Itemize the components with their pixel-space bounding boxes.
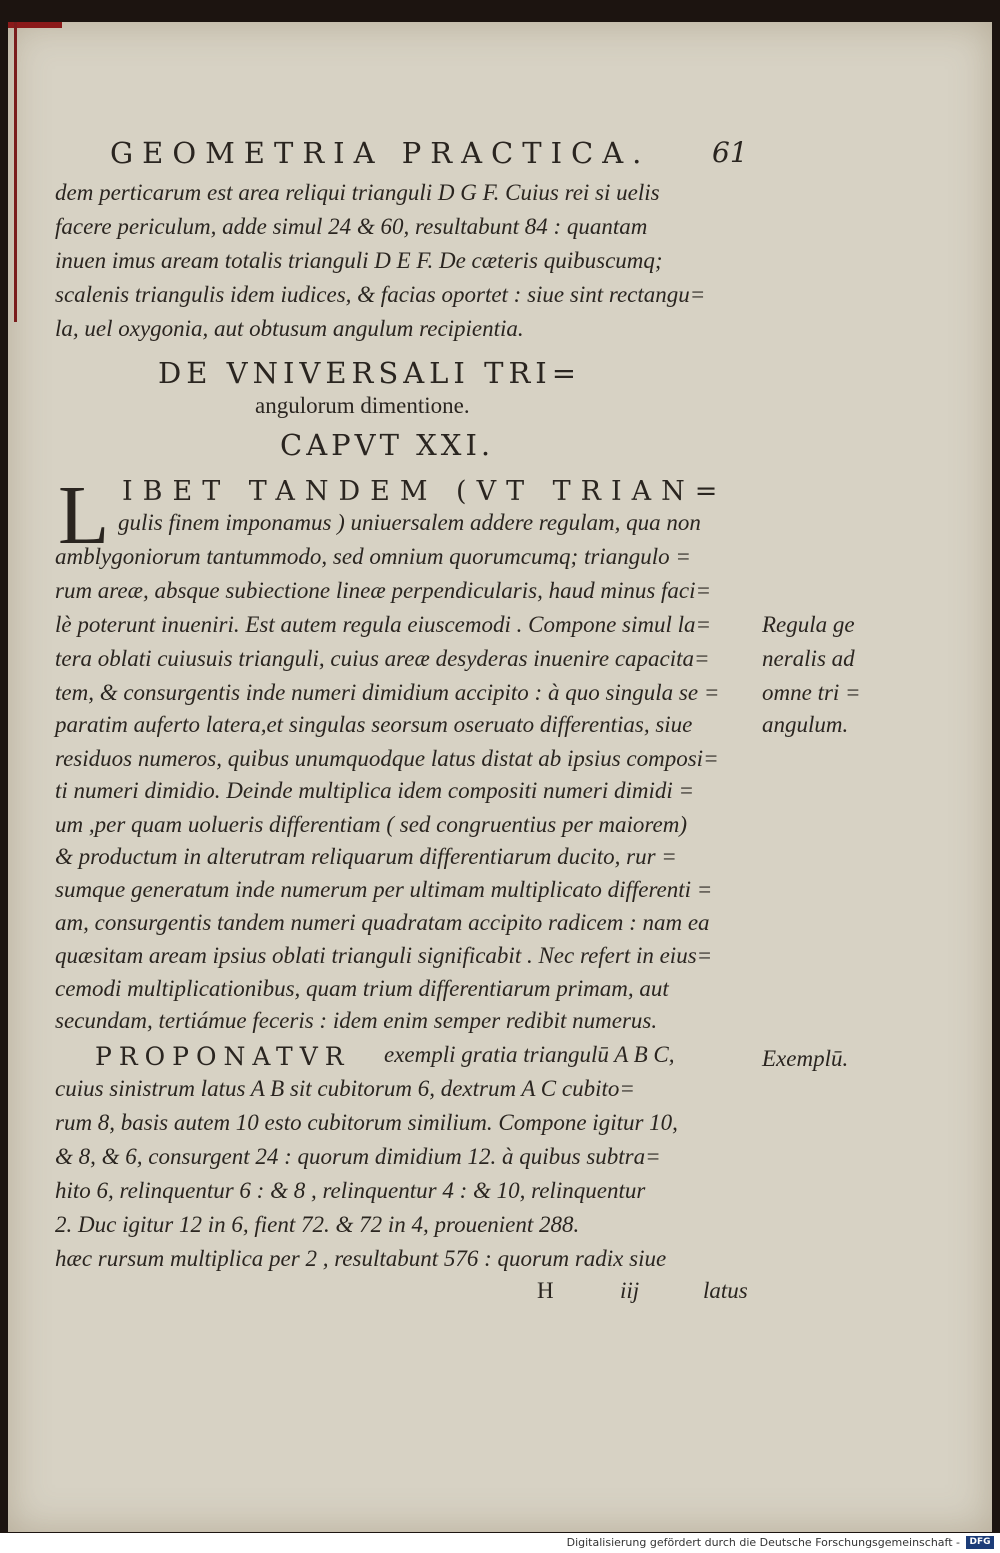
binding-edge [14, 22, 17, 322]
text-line: & 8, & 6, consurgent 24 : quorum dimidium 12. à quibus subtra= [55, 1144, 661, 1169]
dfg-logo: DFG [966, 1536, 994, 1549]
section-title: DE VNIVERSALI TRI= [158, 356, 582, 390]
text-line: hæc rursum multiplica per 2 , resultabunt 576 : quorum radix siue [55, 1246, 667, 1271]
text-line: tem, & consurgentis inde numeri dimidium accipito : à quo singula se = [55, 680, 720, 705]
text-line: secundam, tertiámue feceris : idem enim semper redibit numerus. [55, 1008, 658, 1033]
text-line: paratim auferto latera,et singulas seorsum oseruato differentias, siue [55, 712, 693, 737]
text-line: am, consurgentis tandem numeri quadratam accipito radicem : nam ea [55, 910, 710, 935]
signature-mark: H [537, 1278, 554, 1303]
text-line: cemodi multiplicationibus, quam trium differentiarum primam, aut [55, 976, 669, 1001]
text-line: hito 6, relinquentur 6 : & 8 , relinquentur 4 : & 10, relinquentur [55, 1178, 646, 1203]
text-line: quæsitam aream ipsius oblati trianguli significabit . Nec refert in eius= [55, 943, 713, 968]
marginal-note: Regula ge [762, 612, 855, 637]
text-line: exempli gratia triangulū A B C, [384, 1042, 675, 1067]
text-line: rum 8, basis autem 10 esto cubitorum similium. Compone igitur 10, [55, 1110, 678, 1135]
text-line: la, uel oxygonia, aut obtusum angulum recipientia. [55, 316, 524, 341]
text-line: um ,per quam uolueris differentiam ( sed congruentius per maiorem) [55, 812, 687, 837]
catchword: latus [703, 1278, 748, 1303]
text-line: sumque generatum inde numerum per ultimam multiplicato differenti = [55, 877, 713, 902]
text-line: & productum in alterutram reliquarum differentiarum ducito, rur = [55, 844, 677, 869]
incipit: IBET TANDEM (VT TRIAN= [122, 476, 728, 507]
text-line: residuos numeros, quibus unumquodque latus distat ab ipsius composi= [55, 746, 719, 771]
marginal-note: angulum. [762, 712, 849, 737]
text-line: amblygoniorum tantummodo, sed omnium quorumcumq; triangulo = [55, 544, 691, 569]
chapter-heading: CAPVT XXI. [280, 428, 495, 462]
text-line: tera oblati cuiusuis trianguli, cuius areæ desyderas inuenire capacita= [55, 646, 710, 671]
text-line: scalenis triangulis idem iudices, & facias oportet : siue sint rectangu= [55, 282, 706, 307]
marginal-note: omne tri = [762, 680, 861, 705]
text-line: lè poterunt inueniri. Est autem regula eiuscemodi . Compone simul la= [55, 612, 712, 637]
text-line: inuen imus aream totalis trianguli D E F. De cæteris quibuscumq; [55, 248, 663, 273]
proponatur-caps: PROPONATVR [95, 1042, 351, 1071]
marginal-note: neralis ad [762, 646, 855, 671]
text-line: gulis finem imponamus ) uniuersalem addere regulam, qua non [118, 510, 701, 535]
text-line: cuius sinistrum latus A B sit cubitorum 6, dextrum A C cubito= [55, 1076, 635, 1101]
signature-number: iij [620, 1278, 640, 1303]
funding-note: Digitalisierung gefördert durch die Deutsche Forschungsgemeinschaft - [566, 1536, 960, 1549]
text-line: 2. Duc igitur 12 in 6, fient 72. & 72 in 4, prouenient 288. [55, 1212, 580, 1237]
running-title: GEOMETRIA PRACTICA. [110, 136, 651, 170]
section-subtitle: angulorum dimentione. [255, 393, 470, 418]
text-line: dem perticarum est area reliqui trianguli D G F. Cuius rei si uelis [55, 180, 660, 205]
text-line: facere periculum, adde simul 24 & 60, resultabunt 84 : quantam [55, 214, 648, 239]
marginal-note-exemplum: Exemplū. [762, 1046, 849, 1071]
text-line: rum areæ, absque subiectione lineæ perpendicularis, haud minus faci= [55, 578, 712, 603]
drop-cap: L [58, 469, 110, 562]
text-line: ti numeri dimidio. Deinde multiplica idem compositi numeri dimidi = [55, 778, 695, 803]
page-number: 61 [712, 136, 748, 169]
